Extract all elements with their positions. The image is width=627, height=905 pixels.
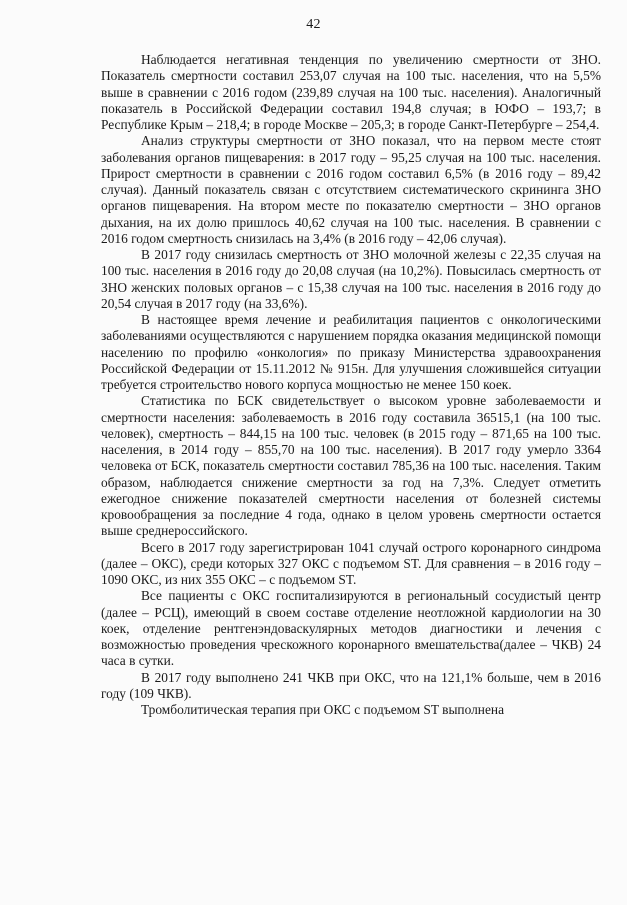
page-number: 42 — [306, 17, 321, 32]
paragraph-mortality-trend: Наблюдается негативная тенденция по увеличению смертности от ЗНО. Показатель смертности составил 253,07 случая на 100 тыс. населения, что на 5,5% выше в сравнении с 2016 годом (239,89 случая на 100 тыс. населения). Аналогичный показатель в Российской Федерации составил 194,8 случая; в ЮФО – 193,7; в Республике Крым – 218,4; в городе Москве – 205,3; в городе Санкт-Петербурге – 254,4. — [101, 52, 601, 132]
paragraph-oks-cases: Всего в 2017 году зарегистрирован 1041 случай острого коронарного синдрома (далее – ОКС), среди которых 327 ОКС с подъемом ST. Для сравнения – в 2016 году – 1090 ОКС, из них 355 ОКС – с подъемом ST. — [101, 539, 601, 587]
body-text — [101, 52, 601, 718]
paragraph-bsk-statistics: Статистика по БСК свидетельствует о высоком уровне заболеваемости и смертности населения: заболеваемость в 2016 году составила 36515,1 (на 100 тыс. человек), смертность – 844,15 на 100 тыс. человек (в 2015 году – 871,65 на 100 тыс. населения, в 2014 году – 855,70 на 100 тыс. населения). В 2017 году умерло 3364 человека от БСК, показатель смертности составил 785,36 на 100 тыс. населения. Таким образом, наблюдается снижение смертности за год на 7,3%. Следует отметить ежегодное снижение показателей смертности населения от болезней системы кровообращения за последние 4 года, однако в целом уровень смертности остается выше среднероссийского. — [101, 393, 601, 539]
paragraph-breast-cancer: В 2017 году снизилась смертность от ЗНО молочной железы с 22,35 случая на 100 тыс. населения в 2016 году до 20,08 случая (на 10,2%). Повысилась смертность от ЗНО женских половых органов – с 15,38 случая на 100 тыс. населения в 2016 году до 20,54 случая в 2017 году (на 33,6%). — [101, 247, 601, 311]
paragraph-mortality-structure: Анализ структуры смертности от ЗНО показал, что на первом месте стоят заболевания органов пищеварения: в 2017 году – 95,25 случая на 100 тыс. населения. Прирост смертности в сравнении с 2016 годом составил 6,5% (в 2016 году – 89,42 случая). Данный показатель связан с отсутствием систематического скрининга ЗНО органов пищеварения. На втором месте по показателю смертности – ЗНО органов дыхания, на их долю пришлось 40,62 случая на 100 тыс. населения. В сравнении с 2016 годом смертность снизилась на 3,4% (в 2016 году – 42,06 случая). — [101, 133, 601, 246]
paragraph-thrombolytic: Тромболитическая терапия при ОКС с подъемом ST выполнена — [141, 702, 505, 717]
paragraph-oncology-treatment: В настоящее время лечение и реабилитация пациентов с онкологическими заболеваниями осуществляются с нарушением порядка оказания медицинской помощи населению по профилю «онкология» по приказу Министерства здравоохранения Российской Федерации от 15.11.2012 № 915н. Для улучшения сложившейся ситуации требуется строительство нового корпуса мощностью не менее 150 коек. — [101, 312, 601, 392]
paragraph-rsc-center: Все пациенты с ОКС госпитализируются в региональный сосудистый центр (далее – РСЦ), имеющий в своем составе отделение неотложной кардиологии на 30 коек, отделение рентгенэндоваскулярных методов диагностики и лечения с возможностью проведения чрескожного коронарного вмешательства(далее – ЧКВ) 24 часа в сутки. — [101, 588, 601, 669]
paragraph-pci-count: В 2017 году выполнено 241 ЧКВ при ОКС, что на 121,1% больше, чем в 2016 году (109 ЧКВ). — [101, 669, 601, 701]
